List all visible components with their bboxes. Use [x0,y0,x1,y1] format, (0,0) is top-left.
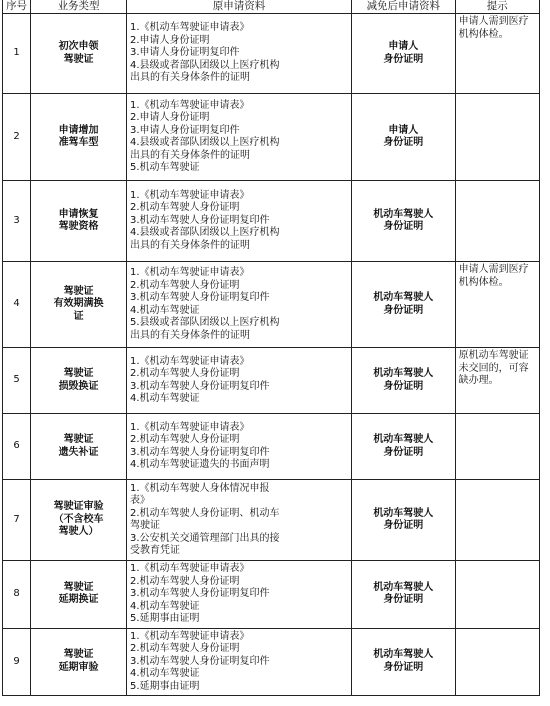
business-type [31,348,127,414]
reduced-docs [352,414,456,480]
table-row [3,94,540,181]
original-doc-line: 3.机动车驾驶人身份证明复印件 [130,588,270,599]
reduced-doc-line: 机动车驾驶人 [373,581,434,593]
business-type-line: 驾驶证 [63,581,94,593]
header-reduced-docs: 减免后申请资料 [352,0,456,14]
row-number: 6 [3,414,31,480]
business-type-line: 驾驶资格 [58,221,99,232]
table-row [3,348,540,414]
reduced-docs [352,480,456,561]
original-doc-line: 2.机动车驾驶人身份证明、机动车 [130,507,280,519]
original-docs [127,348,352,414]
tip [455,94,539,181]
original-doc-line: 驾驶证 [130,520,161,531]
tip [455,561,539,629]
header-num: 序号 [3,0,31,14]
reduced-doc-line: 身份证明 [383,520,424,531]
original-doc-line: 3.机动车驾驶人身份证明复印件 [130,292,270,303]
original-doc-line: 3.机动车驾驶人身份证明复印件 [130,380,270,392]
original-doc-line: 2.机动车驾驶人身份证明 [130,643,240,654]
reduced-docs [352,348,456,414]
reduced-docs [352,94,456,181]
original-doc-line: 1.《机动车驾驶证申请表》 [130,421,250,433]
table-row [3,181,540,262]
business-type [31,181,127,262]
tip [455,480,539,561]
original-docs [127,480,352,561]
original-doc-line: 5.延期事由证明 [130,613,200,624]
original-doc-line: 出具的有关身体条件的证明 [130,149,251,161]
original-doc-line: 1.《机动车驾驶证申请表》 [130,189,250,201]
reduced-docs [352,262,456,348]
tip-text: 申请人需到医疗机构体检。 [458,264,529,288]
original-doc-line: 5.机动车驾驶证 [130,162,200,173]
reduced-doc-line: 身份证明 [383,304,424,316]
original-doc-line: 4.机动车驾驶证遗失的书面声明 [130,459,270,470]
original-doc-line: 3.机动车驾驶人身份证明复印件 [130,214,270,226]
original-doc-line: 4.机动车驾驶证 [130,668,200,679]
original-doc-line: 1.《机动车驾驶证申请表》 [130,99,250,111]
tip [455,262,539,348]
business-type-line: 延期换证 [58,594,99,606]
original-doc-line: 出具的有关身体条件的证明 [130,329,251,341]
row-number: 9 [3,628,31,696]
reduced-docs [352,181,456,262]
reduced-doc-line: 申请人 [388,41,419,52]
business-type [31,94,127,181]
original-doc-line: 3.申请人身份证明复印件 [130,124,240,136]
row-number: 4 [3,262,31,348]
business-type [31,561,127,629]
business-type [31,480,127,561]
original-doc-line: 4.机动车驾驶证 [130,393,200,404]
tip [455,14,539,94]
original-doc-line: 表》 [130,495,151,506]
business-type-line: 驾驶证 [63,285,94,297]
original-doc-line: 5.县级或者部队团级以上医疗机构 [130,317,280,328]
original-doc-line: 1.《机动车驾驶证申请表》 [130,267,250,278]
original-docs [127,14,352,94]
original-doc-line: 4.县级或者部队团级以上医疗机构 [130,59,280,71]
original-doc-line: 2.申请人身份证明 [130,112,210,123]
original-doc-line: 4.县级或者部队团级以上医疗机构 [130,137,280,148]
original-doc-line: 2.机动车驾驶人身份证明 [130,279,240,291]
original-doc-line: 3.机动车驾驶人身份证明复印件 [130,446,270,458]
original-doc-line: 4.机动车驾驶证 [130,304,200,316]
reduced-doc-line: 身份证明 [383,53,424,65]
original-doc-line: 4.机动车驾驶证 [130,600,200,612]
header-original-docs: 原申请资料 [127,0,352,14]
tip [455,348,539,414]
original-doc-line: 出具的有关身体条件的证明 [130,239,251,251]
row-number: 5 [3,348,31,414]
business-type-line: 驾驶证 [63,649,94,661]
header-tip: 提示 [455,0,539,14]
row-number: 2 [3,94,31,181]
header-row [3,0,540,14]
business-type-line: 证 [73,310,84,322]
original-doc-line: 2.机动车驾驶人身份证明 [130,202,240,214]
reduced-doc-line: 申请人 [388,124,419,136]
original-doc-line: 2.机动车驾驶人身份证明 [130,434,240,445]
row-number: 7 [3,480,31,561]
business-type [31,414,127,480]
reduced-doc-line: 身份证明 [383,380,424,392]
reduced-doc-line: 机动车驾驶人 [373,368,434,379]
original-doc-line: 出具的有关身体条件的证明 [130,72,251,84]
tip [455,181,539,262]
reduced-doc-line: 身份证明 [383,137,424,148]
original-doc-line: 1.《机动车驾驶证申请表》 [130,630,250,642]
header-type: 业务类型 [31,0,127,14]
original-doc-line: 2.机动车驾驶人身份证明 [130,575,240,587]
table-row [3,480,540,561]
tip-text: 原机动车驾驶证未交回的，可容缺办理。 [458,350,529,386]
reduced-doc-line: 机动车驾驶人 [373,649,434,661]
row-number: 1 [3,14,31,94]
business-type-line: 驾驶证 [63,434,94,445]
original-docs [127,561,352,629]
original-doc-line: 2.机动车驾驶人身份证明 [130,368,240,379]
original-doc-line: 5.延期事由证明 [130,680,200,692]
original-docs [127,414,352,480]
original-docs [127,94,352,181]
business-type-line: 申请增加 [58,124,99,136]
business-type-line: 驾驶证 [63,368,94,379]
reduced-doc-line: 身份证明 [383,661,424,673]
business-type-line: 有效期满换 [53,298,104,310]
original-doc-line: 3.机动车驾驶人身份证明复印件 [130,655,270,667]
tip [455,414,539,480]
tip-text: 申请人需到医疗机构体检。 [458,16,529,40]
original-doc-line: 1.《机动车驾驶证申请表》 [130,563,250,574]
reduced-doc-line: 身份证明 [383,594,424,606]
table-row [3,628,540,696]
reduced-doc-line: 机动车驾驶人 [373,208,434,220]
original-doc-line: 受教育凭证 [130,545,181,556]
business-type-line: 驾驶证 [63,53,94,65]
original-docs [127,181,352,262]
table-row [3,414,540,480]
table-row [3,14,540,94]
business-type-line: 遗失补证 [58,446,99,458]
business-type-line: 准驾车型 [58,137,99,148]
reduced-docs [352,561,456,629]
reduced-docs [352,628,456,696]
business-type [31,628,127,696]
original-doc-line: 1.《机动车驾驶证申请表》 [130,22,250,34]
business-type-line: 初次申领 [58,41,99,52]
business-type-line: 损毁换证 [58,380,99,392]
original-doc-line: 4.县级或者部队团级以上医疗机构 [130,227,280,239]
requirements-table [2,0,540,696]
reduced-doc-line: 机动车驾驶人 [373,507,434,519]
business-type [31,14,127,94]
row-number: 3 [3,181,31,262]
reduced-docs [352,14,456,94]
original-docs [127,262,352,348]
business-type-line: （不含校车 [53,513,104,525]
original-doc-line: 2.申请人身份证明 [130,34,210,46]
business-type-line: 驾驶证审验 [53,501,104,513]
tip [455,628,539,696]
original-doc-line: 1.《机动车驾驶证申请表》 [130,355,250,367]
reduced-doc-line: 身份证明 [383,221,424,232]
table-row [3,262,540,348]
original-doc-line: 3.公安机关交通管理部门出具的接 [130,532,280,544]
row-number: 8 [3,561,31,629]
reduced-doc-line: 机动车驾驶人 [373,434,434,445]
table-row [3,561,540,629]
original-doc-line: 1.《机动车驾驶人身体情况申报 [130,482,270,494]
original-doc-line: 3.申请人身份证明复印件 [130,47,240,59]
business-type-line: 申请恢复 [58,208,99,220]
business-type-line: 延期审验 [58,661,99,673]
business-type [31,262,127,348]
reduced-doc-line: 机动车驾驶人 [373,292,434,303]
business-type-line: 驾驶人） [58,526,99,538]
reduced-doc-line: 身份证明 [383,446,424,458]
original-docs [127,628,352,696]
